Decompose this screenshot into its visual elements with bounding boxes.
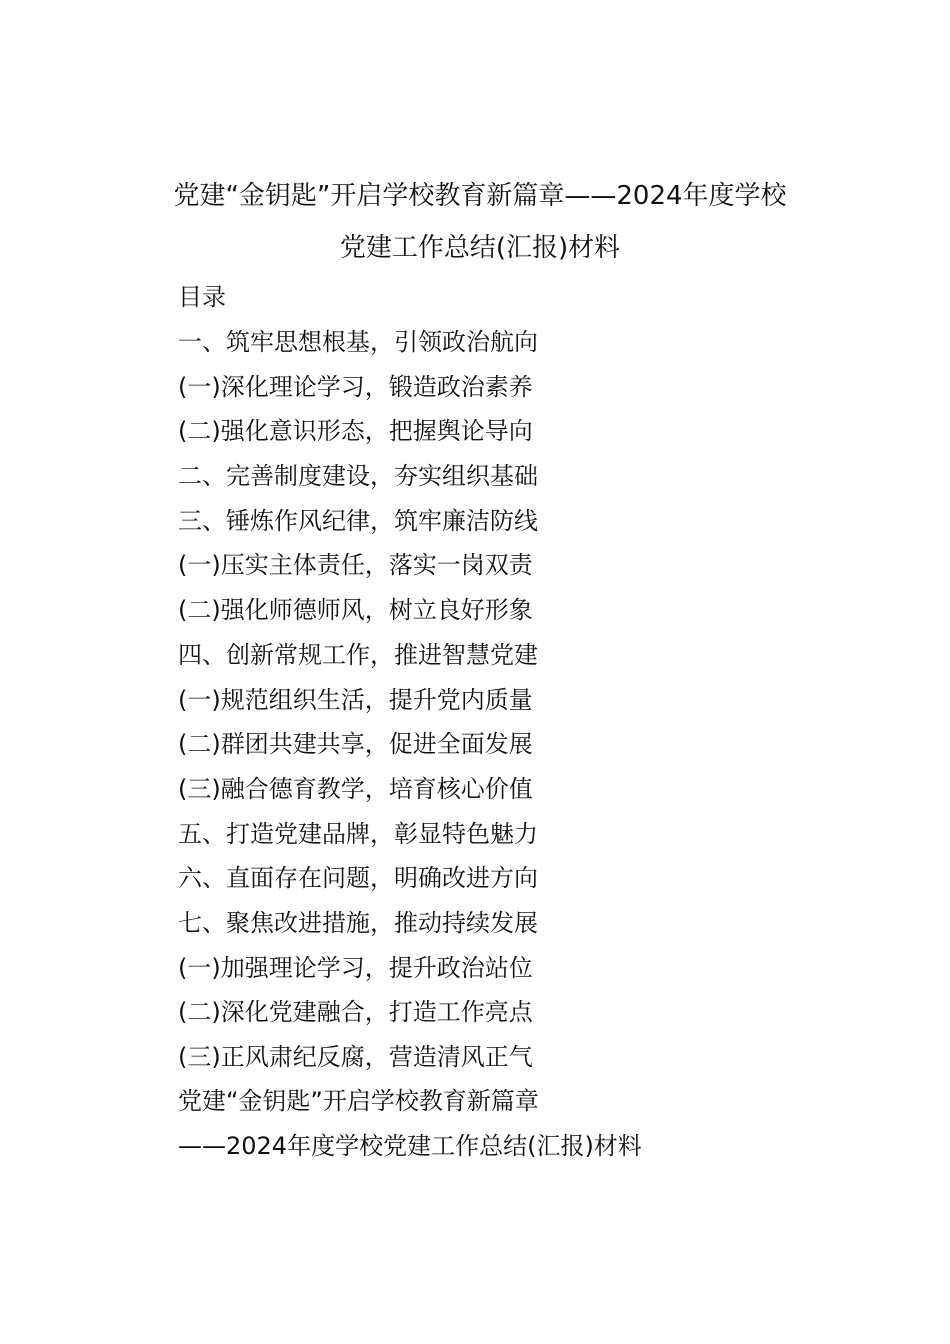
toc-item: (一)压实主体责任，落实一岗双责 [178, 551, 533, 580]
toc-item: 六、直面存在问题，明确改进方向 [178, 864, 538, 893]
toc-item: (一)规范组织生活，提升党内质量 [178, 685, 533, 714]
toc-item: 一、筑牢思想根基，引领政治航向 [178, 328, 538, 356]
toc-item: (三)正风肃纪反腐，营造清风正气 [178, 1043, 533, 1071]
document-title-line-2: 党建工作总结(汇报)材料 [339, 233, 621, 263]
toc-item: (三)融合德育教学，培育核心价值 [178, 774, 533, 803]
toc-item: (一)加强理论学习，提升政治站位 [178, 953, 533, 982]
toc-item: (二)群团共建共享，促进全面发展 [178, 730, 533, 759]
toc-item: 二、完善制度建设，夯实组织基础 [178, 462, 538, 491]
body-subtitle-line-1: 党建“金钥匙”开启学校教育新篇章 [178, 1087, 539, 1115]
toc-item: 五、打造党建品牌，彰显特色魅力 [178, 819, 538, 848]
toc-heading: 目录 [178, 283, 226, 311]
body-subtitle-line-2: ——2024年度学校党建工作总结(汇报)材料 [178, 1132, 642, 1160]
table-of-contents [178, 326, 538, 1086]
toc-item: (二)强化师德师风，树立良好形象 [178, 596, 533, 625]
toc-item: (二)深化党建融合，打造工作亮点 [178, 998, 533, 1027]
toc-item: (二)强化意识形态，把握舆论导向 [178, 417, 533, 446]
toc-item: (一)深化理论学习，锻造政治素养 [178, 372, 533, 401]
toc-item: 三、锤炼作风纪律，筑牢廉洁防线 [178, 506, 538, 535]
toc-item: 七、聚焦改进措施，推动持续发展 [178, 908, 538, 937]
toc-item: 四、创新常规工作，推进智慧党建 [178, 640, 538, 669]
document-title-line-1: 党建“金钥匙”开启学校教育新篇章——2024年度学校 [173, 181, 787, 211]
